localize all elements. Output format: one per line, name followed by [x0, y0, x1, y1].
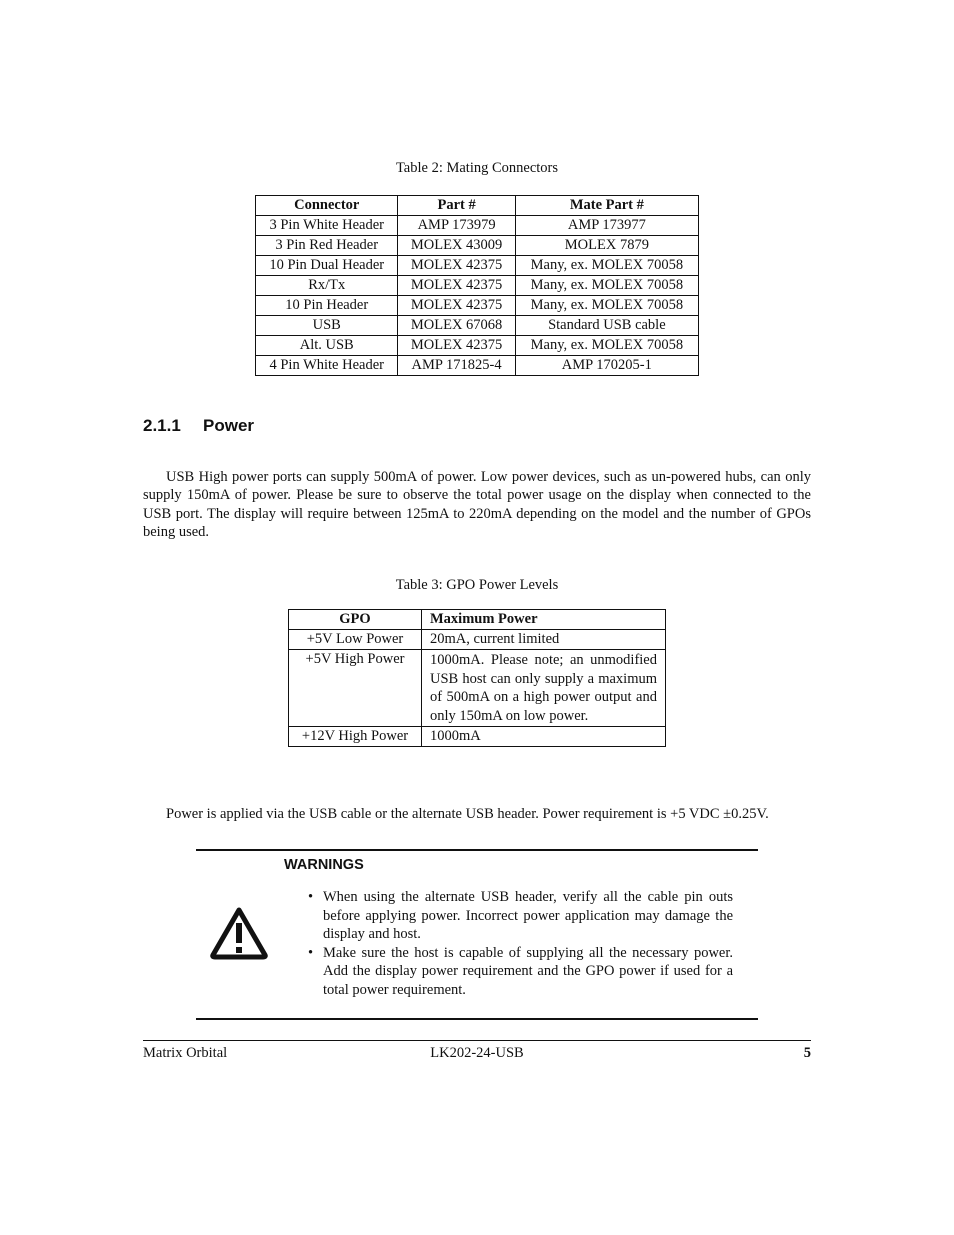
- section-number: 2.1.1: [143, 416, 181, 435]
- section-heading: [143, 416, 254, 436]
- table-row: [256, 256, 699, 276]
- table-cell: 1000mA. Please note; an unmodified USB host can only supply a maximum of 500mA on a high power output and only 150mA on low power.: [422, 650, 666, 727]
- footer-center: LK202-24-USB: [430, 1045, 524, 1061]
- table-row: [289, 630, 666, 650]
- mating-connectors-table: [255, 195, 699, 376]
- table-cell: MOLEX 67068: [398, 316, 515, 336]
- table-cell: AMP 173977: [515, 216, 698, 236]
- table-cell: 4 Pin White Header: [256, 356, 398, 376]
- table-cell: +12V High Power: [289, 727, 422, 747]
- column-header-mate-part: Mate Part #: [515, 196, 698, 216]
- table-3-caption: Table 3: GPO Power Levels: [395, 577, 559, 593]
- table-row: [256, 296, 699, 316]
- warnings-top-rule: [196, 849, 758, 851]
- power-paragraph: USB High power ports can supply 500mA of power. Low power devices, such as un-powered hubs, can only supply 150mA of power. Please be sure to observe the total power usage on the display when connected to the USB port. The display will require between 125mA to 220mA depending on the model and the number of GPOs being used.: [143, 469, 811, 541]
- power-requirement-paragraph: Power is applied via the USB cable or the alternate USB header. Power requirement is +5 VDC ±0.25V.: [166, 806, 769, 822]
- table-cell: Rx/Tx: [256, 276, 398, 296]
- table-cell: MOLEX 42375: [398, 296, 515, 316]
- table-cell: Alt. USB: [256, 336, 398, 356]
- table-cell: MOLEX 42375: [398, 276, 515, 296]
- warnings-list: [308, 888, 733, 1000]
- list-item: [308, 888, 733, 944]
- gpo-power-levels-table: [288, 609, 666, 747]
- table-cell: +5V High Power: [289, 650, 422, 727]
- table-row: [256, 236, 699, 256]
- table-cell: 1000mA: [422, 727, 666, 747]
- table-cell: 10 Pin Header: [256, 296, 398, 316]
- table-cell: MOLEX 7879: [515, 236, 698, 256]
- section-title: Power: [203, 416, 255, 435]
- column-header-connector: Connector: [256, 196, 398, 216]
- column-header-part: Part #: [398, 196, 515, 216]
- table-row: [256, 216, 699, 236]
- table-row: [289, 727, 666, 747]
- table-row: [256, 276, 699, 296]
- table-cell: AMP 171825-4: [398, 356, 515, 376]
- table-header-row: [256, 196, 699, 216]
- table-cell: Many, ex. MOLEX 70058: [515, 296, 698, 316]
- table-cell: 10 Pin Dual Header: [256, 256, 398, 276]
- footer-rule: [143, 1040, 811, 1041]
- table-cell: 3 Pin White Header: [256, 216, 398, 236]
- table-header-row: [289, 610, 666, 630]
- warnings-bottom-rule: [196, 1018, 758, 1020]
- warnings-title: WARNINGS: [284, 857, 364, 873]
- table-cell: 3 Pin Red Header: [256, 236, 398, 256]
- warning-text: When using the alternate USB header, verify all the cable pin outs before applying power. Incorrect power application may damage the display and host.: [323, 889, 733, 943]
- column-header-maximum-power: Maximum Power: [422, 610, 666, 630]
- table-row: [256, 316, 699, 336]
- bullet-icon: •: [308, 944, 314, 961]
- table-cell: AMP 173979: [398, 216, 515, 236]
- column-header-gpo: GPO: [289, 610, 422, 630]
- table-cell: Many, ex. MOLEX 70058: [515, 336, 698, 356]
- table-cell: USB: [256, 316, 398, 336]
- list-item: [308, 944, 733, 1000]
- table-row: [289, 650, 666, 727]
- table-cell: Many, ex. MOLEX 70058: [515, 276, 698, 296]
- table-cell: MOLEX 43009: [398, 236, 515, 256]
- table-cell: Many, ex. MOLEX 70058: [515, 256, 698, 276]
- table-cell: MOLEX 42375: [398, 336, 515, 356]
- table-cell: Standard USB cable: [515, 316, 698, 336]
- table-row: [256, 356, 699, 376]
- table-cell: +5V Low Power: [289, 630, 422, 650]
- table-2-caption: Table 2: Mating Connectors: [395, 160, 559, 176]
- table-cell: MOLEX 42375: [398, 256, 515, 276]
- warning-triangle-icon: [208, 905, 270, 961]
- warning-text: Make sure the host is capable of supplying all the necessary power. Add the display power requirement and the GPO power if used for a total power requirement.: [323, 944, 733, 998]
- table-cell: 20mA, current limited: [422, 630, 666, 650]
- footer-left: Matrix Orbital: [143, 1045, 228, 1061]
- bullet-icon: •: [308, 889, 314, 905]
- table-row: [256, 336, 699, 356]
- table-cell: AMP 170205-1: [515, 356, 698, 376]
- page-number: 5: [803, 1045, 811, 1061]
